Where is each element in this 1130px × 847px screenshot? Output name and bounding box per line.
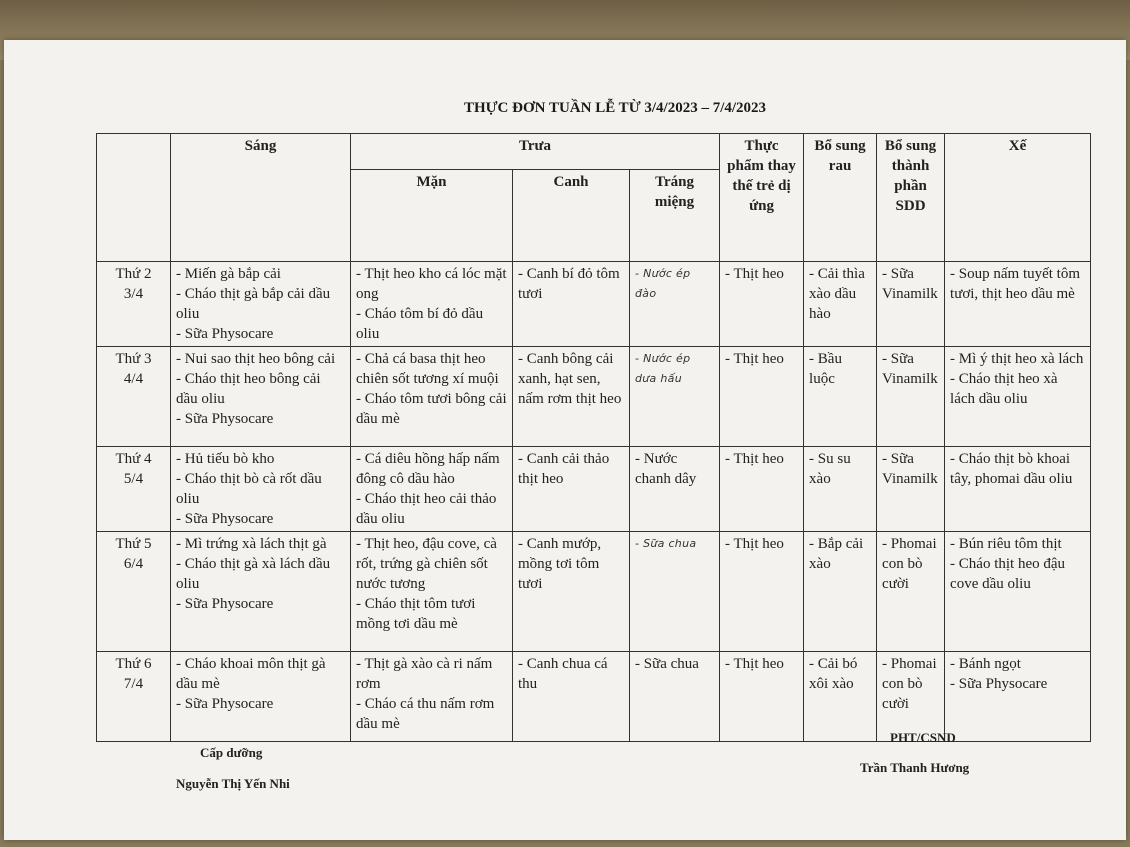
- cell-line: - Mì ý thịt heo xà lách: [950, 351, 1084, 367]
- cell-thay-the: [720, 652, 804, 742]
- cell-day: [97, 347, 171, 447]
- cell-line: - Sữa Physocare: [176, 696, 274, 712]
- cell-canh: [513, 652, 630, 742]
- cell-line: - Cháo khoai môn thịt gà dầu mè: [176, 656, 326, 692]
- cell-line: - Canh bông cải xanh, hạt sen, nấm rơm thịt heo: [518, 351, 622, 407]
- cell-bo-sung-sdd: [877, 652, 945, 742]
- cell-xe: [945, 447, 1091, 532]
- cell-day: [97, 532, 171, 652]
- cell-man: [351, 262, 513, 347]
- cell-sang: [171, 532, 351, 652]
- header-day: [97, 134, 171, 262]
- cell-line: - Cháo cá thu nấm rơm dầu mè: [356, 696, 495, 732]
- header-bo-sung-rau: Bổ sung rau: [804, 134, 877, 262]
- cell-xe: [945, 532, 1091, 652]
- cell-sang: [171, 447, 351, 532]
- cell-line: - Nước ép đào: [635, 267, 691, 300]
- cell-man: [351, 532, 513, 652]
- cell-line: - Mì trứng xà lách thịt gà: [176, 536, 327, 552]
- cell-line: - Canh cải thảo thịt heo: [518, 451, 610, 487]
- cell-man: [351, 447, 513, 532]
- cell-trang-mieng: [630, 262, 720, 347]
- cell-line: - Cháo tôm tươi bông cải dầu mè: [356, 391, 507, 427]
- cell-trang-mieng: [630, 447, 720, 532]
- cell-line: - Cháo thịt gà xà lách dầu oliu: [176, 556, 331, 592]
- cell-line: - Sữa Physocare: [176, 411, 274, 427]
- cell-canh: [513, 262, 630, 347]
- cell-trang-mieng: [630, 532, 720, 652]
- cell-line: - Cháo thịt heo đậu cove dầu oliu: [950, 556, 1066, 592]
- cell-line: - Thịt heo: [725, 451, 784, 467]
- cell-line: - Thịt heo: [725, 656, 784, 672]
- cell-day: [97, 262, 171, 347]
- day-date: 6/4: [123, 556, 144, 572]
- cell-line: - Canh chua cá thu: [518, 656, 608, 692]
- cell-man: [351, 652, 513, 742]
- cell-line: - Sữa Physocare: [176, 596, 274, 612]
- cell-line: - Thịt heo kho cá lóc mặt ong: [356, 266, 507, 302]
- cell-line: - Sữa Vinamilk: [882, 266, 938, 302]
- header-man: Mặn: [351, 170, 513, 262]
- cell-canh: [513, 532, 630, 652]
- day-name: Thứ 6: [115, 656, 152, 672]
- cell-line: - Hủ tiếu bò kho: [176, 451, 275, 467]
- day-name: Thứ 4: [115, 451, 152, 467]
- cell-line: - Cháo thịt gà bắp cải dầu oliu: [176, 286, 331, 322]
- cell-line: - Phomai con bò cười: [882, 656, 937, 712]
- cell-bo-sung-rau: [804, 447, 877, 532]
- header-trua: Trưa: [351, 134, 720, 170]
- signature-right-title: PHT/CSND: [890, 730, 956, 745]
- day-date: 3/4: [123, 286, 144, 302]
- day-name: Thứ 3: [115, 351, 152, 367]
- cell-line: - Cháo thịt bò cà rốt dầu oliu: [176, 471, 322, 507]
- cell-sang: [171, 347, 351, 447]
- cell-line: - Cháo thịt bò khoai tây, phomai dầu oliu: [950, 451, 1073, 487]
- cell-line: - Cải bó xôi xào: [809, 656, 858, 692]
- cell-line: - Cháo tôm bí đỏ dầu oliu: [356, 306, 484, 342]
- cell-sang: [171, 262, 351, 347]
- table-row: [97, 532, 1091, 652]
- cell-line: - Bắp cải xào: [809, 536, 864, 572]
- cell-bo-sung-sdd: [877, 262, 945, 347]
- cell-line: - Su su xào: [809, 451, 851, 487]
- table-row: [97, 652, 1091, 742]
- header-trang-mieng: Tráng miệng: [630, 170, 720, 262]
- cell-man: [351, 347, 513, 447]
- cell-day: [97, 447, 171, 532]
- cell-canh: [513, 447, 630, 532]
- cell-line: - Cháo thịt heo bông cải dầu oliu: [176, 371, 321, 407]
- cell-bo-sung-sdd: [877, 447, 945, 532]
- cell-line: - Bầu luộc: [809, 351, 842, 387]
- cell-day: [97, 652, 171, 742]
- cell-line: - Chả cá basa thịt heo chiên sốt tương xí muội: [356, 351, 499, 387]
- cell-line: - Cá diêu hồng hấp nấm đông cô dầu hào: [356, 451, 500, 487]
- day-name: Thứ 2: [115, 266, 152, 282]
- cell-thay-the: [720, 532, 804, 652]
- cell-thay-the: [720, 347, 804, 447]
- cell-thay-the: [720, 262, 804, 347]
- header-xe: Xế: [945, 134, 1091, 262]
- signature-left-name: Nguyễn Thị Yến Nhi: [176, 776, 290, 791]
- cell-line: - Bún riêu tôm thịt: [950, 536, 1062, 552]
- cell-line: - Thịt gà xào cà ri nấm rơm: [356, 656, 493, 692]
- cell-line: - Sữa chua: [635, 537, 697, 550]
- cell-line: - Soup nấm tuyết tôm tươi, thịt heo dầu mè: [950, 266, 1081, 302]
- table-row: [97, 347, 1091, 447]
- cell-line: - Nước ép dưa hấu: [635, 352, 691, 385]
- cell-line: - Sữa chua: [635, 656, 699, 672]
- signature-left-title: Cấp dưỡng: [200, 745, 263, 760]
- cell-xe: [945, 347, 1091, 447]
- cell-bo-sung-rau: [804, 652, 877, 742]
- cell-line: - Sữa Vinamilk: [882, 451, 938, 487]
- day-date: 7/4: [123, 676, 144, 692]
- table-row: [97, 447, 1091, 532]
- cell-thay-the: [720, 447, 804, 532]
- cell-line: - Cháo thịt heo xà lách dầu oliu: [950, 371, 1058, 407]
- cell-bo-sung-sdd: [877, 532, 945, 652]
- header-sang: Sáng: [171, 134, 351, 262]
- cell-trang-mieng: [630, 652, 720, 742]
- cell-line: - Canh bí đỏ tôm tươi: [518, 266, 620, 302]
- header-thay-the: Thực phẩm thay thế trẻ dị ứng: [720, 134, 804, 262]
- cell-line: - Cháo thịt tôm tươi mồng tơi dầu mè: [356, 596, 476, 632]
- cell-line: - Thịt heo: [725, 351, 784, 367]
- cell-line: - Miến gà bắp cải: [176, 266, 281, 282]
- cell-line: - Thịt heo, đậu cove, cà rốt, trứng gà chiên sốt nước tương: [356, 536, 497, 592]
- cell-trang-mieng: [630, 347, 720, 447]
- cell-bo-sung-rau: [804, 532, 877, 652]
- header-canh: Canh: [513, 170, 630, 262]
- cell-line: - Thịt heo: [725, 266, 784, 282]
- cell-line: - Sữa Physocare: [176, 511, 274, 527]
- cell-line: - Phomai con bò cười: [882, 536, 937, 592]
- header-bo-sung-sdd: Bổ sung thành phần SDD: [877, 134, 945, 262]
- cell-xe: [945, 652, 1091, 742]
- menu-table: [96, 133, 1091, 742]
- cell-xe: [945, 262, 1091, 347]
- cell-canh: [513, 347, 630, 447]
- cell-sang: [171, 652, 351, 742]
- table-row: [97, 262, 1091, 347]
- cell-bo-sung-rau: [804, 262, 877, 347]
- cell-bo-sung-rau: [804, 347, 877, 447]
- cell-line: - Sữa Physocare: [950, 676, 1048, 692]
- cell-line: - Nui sao thịt heo bông cải: [176, 351, 336, 367]
- cell-line: - Cháo thịt heo cải thảo dầu oliu: [356, 491, 497, 527]
- cell-bo-sung-sdd: [877, 347, 945, 447]
- signature-right-name: Trần Thanh Hương: [860, 760, 970, 775]
- cell-line: - Canh mướp, mồng tơi tôm tươi: [518, 536, 602, 592]
- cell-line: - Sữa Physocare: [176, 326, 274, 342]
- cell-line: - Nước chanh dây: [635, 451, 697, 487]
- day-date: 4/4: [123, 371, 144, 387]
- day-date: 5/4: [123, 471, 144, 487]
- cell-line: - Sữa Vinamilk: [882, 351, 938, 387]
- page-title: THỰC ĐƠN TUẦN LỄ TỪ 3/4/2023 – 7/4/2023: [463, 100, 767, 116]
- cell-line: - Thịt heo: [725, 536, 784, 552]
- cell-line: - Cải thìa xào dầu hào: [809, 266, 865, 322]
- day-name: Thứ 5: [115, 536, 152, 552]
- cell-line: - Bánh ngọt: [950, 656, 1021, 672]
